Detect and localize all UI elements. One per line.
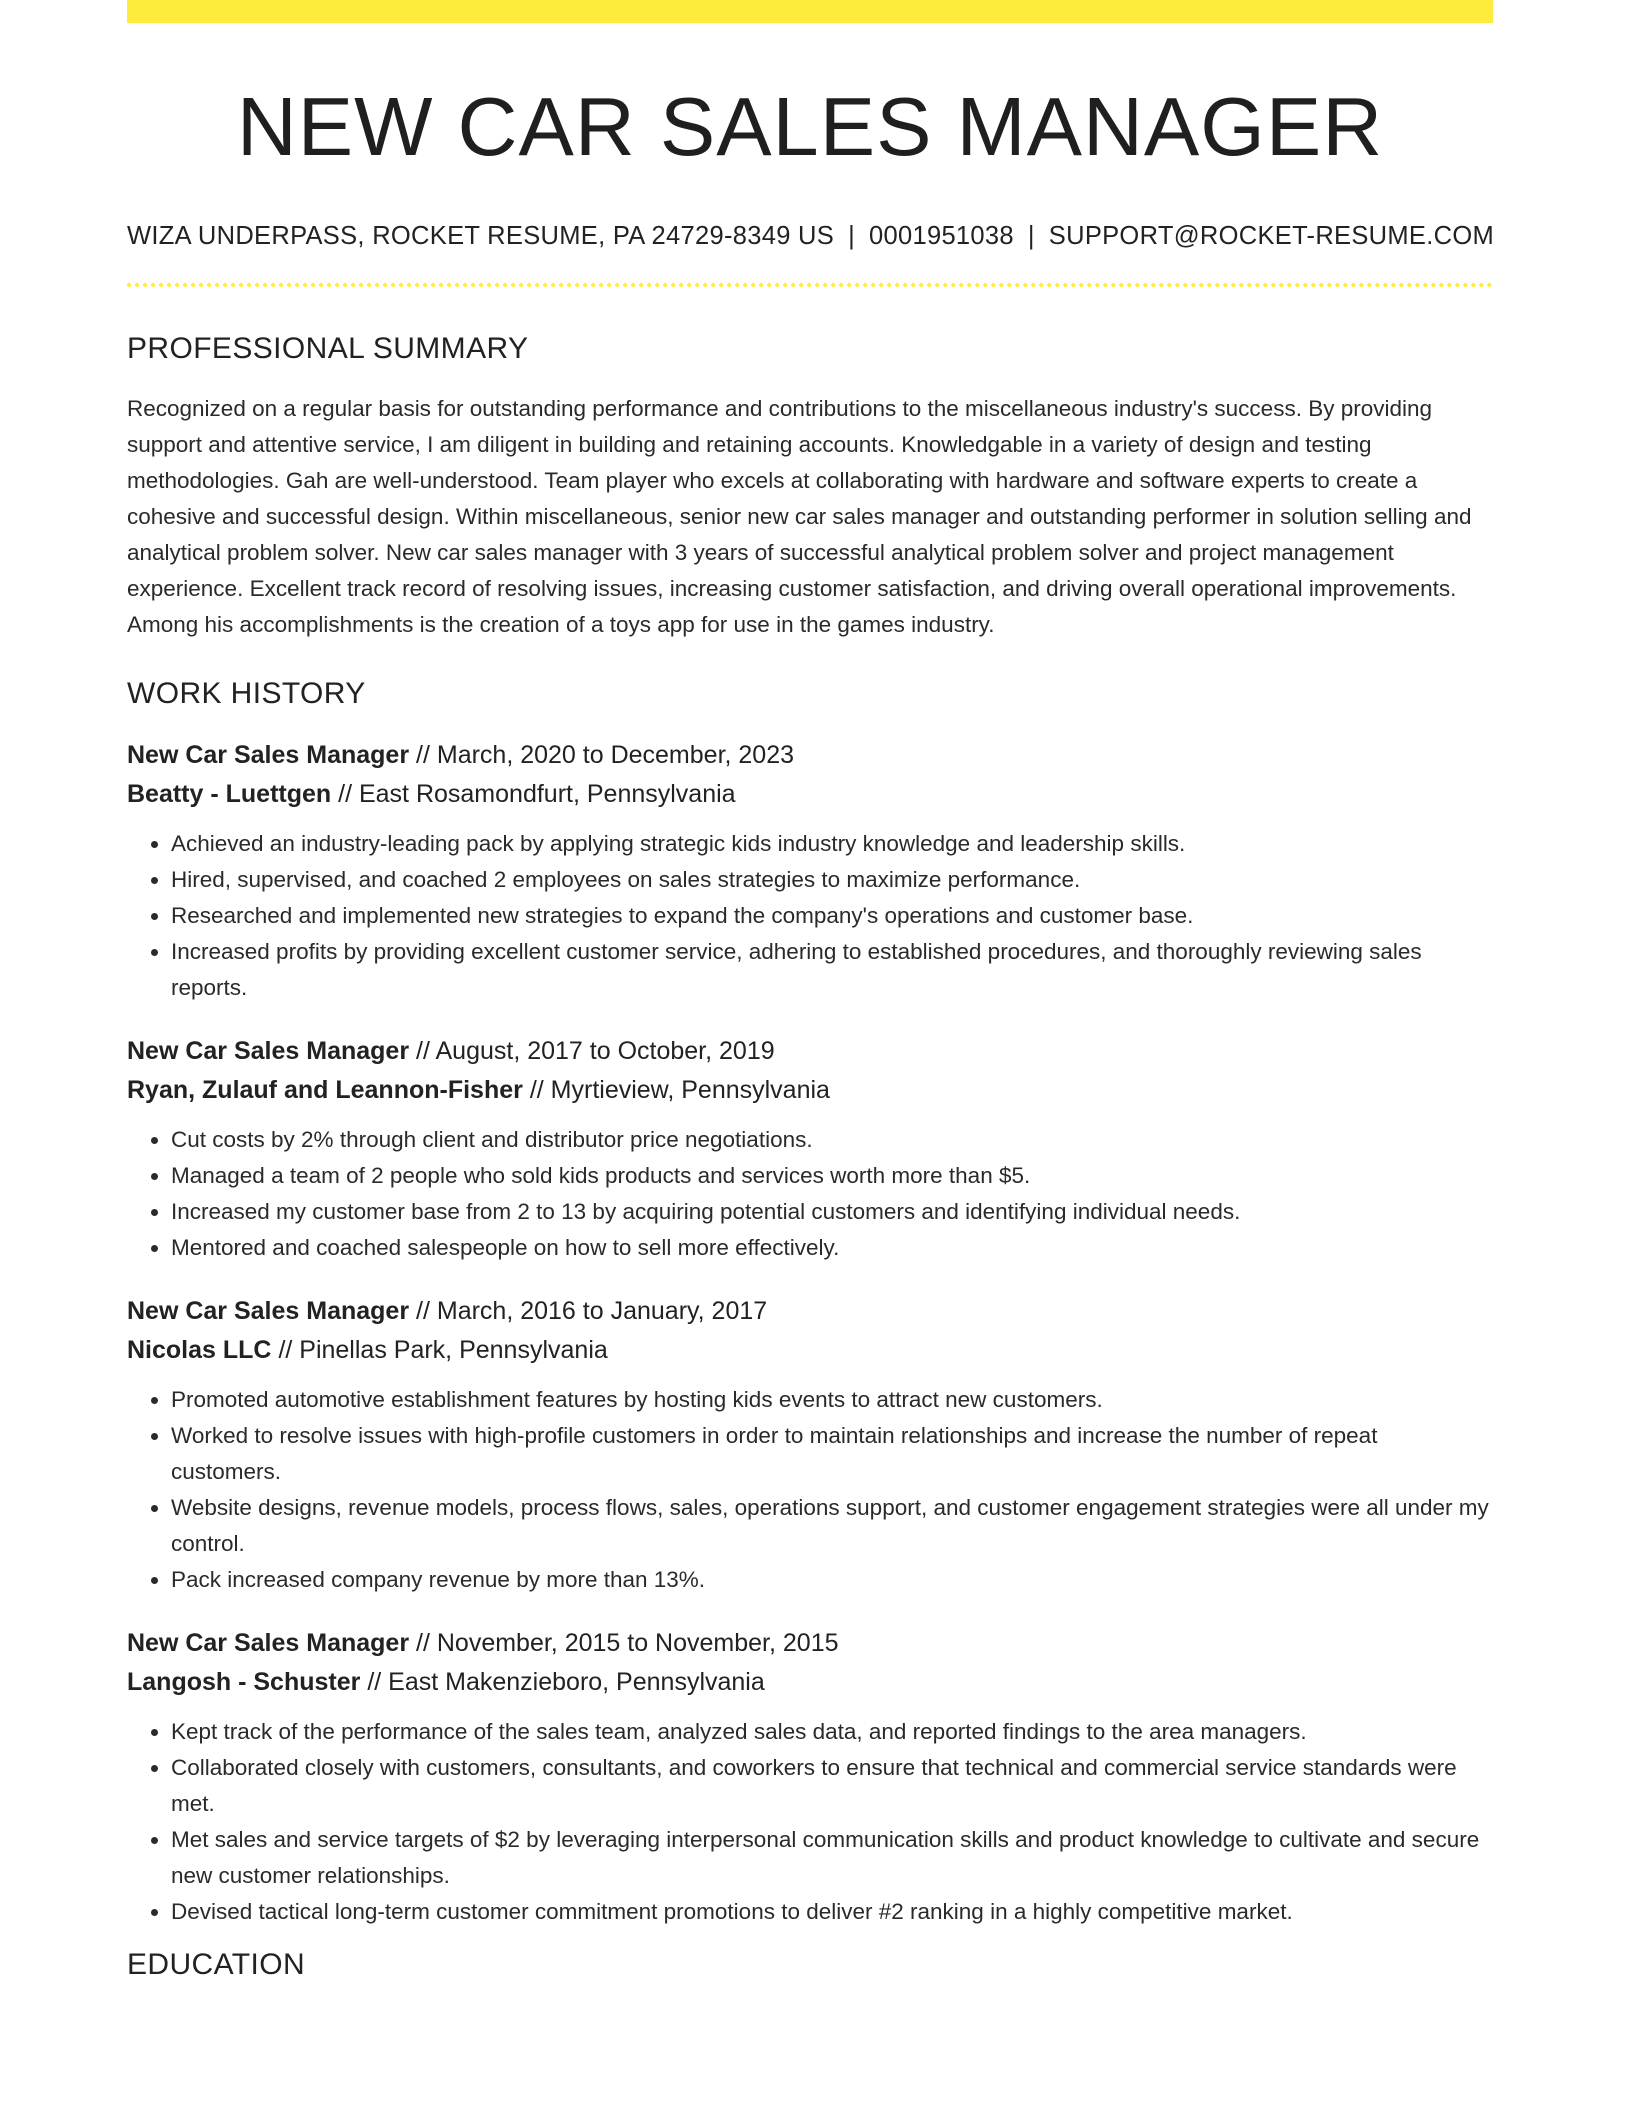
job-bullet: • Hired, supervised, and coached 2 employees on sales strategies to maximize performance. <box>171 862 1493 898</box>
job-company-line <box>127 1331 1493 1370</box>
job-role: New Car Sales Manager <box>127 1037 410 1066</box>
work-history-heading: WORK HISTORY <box>127 677 366 711</box>
job-bullet-list <box>127 1714 1493 1930</box>
job-bullet-list <box>127 1122 1493 1266</box>
summary-text: Recognized on a regular basis for outstanding performance and contributions to the miscellaneous industry's success. By providing support and attentive service, I am diligent in building and retaining accounts. Knowledgable in a variety of design and testing methodologies. Gah are well-understood. Team player who excels at collaborating with hardware and software experts to create a cohesive and successful design. Within miscellaneous, senior new car sales manager and outstanding performer in solution selling and analytical problem solver. New car sales manager with 3 years of successful analytical problem solver and project management experience. Excellent track record of resolving issues, increasing customer satisfaction, and driving overall operational improvements. Among his accomplishments is the creation of a toys app for use in the games industry. <box>127 396 1472 638</box>
job-dates: // August, 2017 to October, 2019 <box>416 1037 775 1066</box>
job-bullet: • Promoted automotive establishment features by hosting kids events to attract new customers. <box>171 1382 1493 1418</box>
accent-top-bar <box>127 0 1493 23</box>
job-bullet-list <box>127 1382 1493 1598</box>
summary-heading: PROFESSIONAL SUMMARY <box>127 332 529 366</box>
job-title-line <box>127 1624 1493 1663</box>
job-bullet-list <box>127 826 1493 1006</box>
job-bullet: • Devised tactical long-term customer commitment promotions to deliver #2 ranking in a highly competitive market. <box>171 1894 1493 1930</box>
job-entry <box>127 1292 1493 1598</box>
contact-phone: 0001951038 <box>869 222 1014 251</box>
job-company-line <box>127 775 1493 814</box>
job-location: // East Rosamondfurt, Pennsylvania <box>338 780 736 809</box>
job-bullet: • Cut costs by 2% through client and distributor price negotiations. <box>171 1122 1493 1158</box>
page-title: NEW CAR SALES MANAGER <box>236 80 1384 173</box>
job-bullet: • Increased profits by providing excellent customer service, adhering to established procedures, and thoroughly reviewing sales reports. <box>171 934 1493 1006</box>
job-role: New Car Sales Manager <box>127 741 410 770</box>
job-location: // East Makenzieboro, Pennsylvania <box>367 1668 765 1697</box>
job-dates: // March, 2016 to January, 2017 <box>416 1297 768 1326</box>
contact-separator: | <box>1027 222 1035 251</box>
resume-page <box>127 0 1493 1982</box>
job-company: Ryan, Zulauf and Leannon-Fisher <box>127 1076 523 1105</box>
job-bullet: • Website designs, revenue models, process flows, sales, operations support, and customer engagement strategies were all under my control. <box>171 1490 1493 1562</box>
job-role: New Car Sales Manager <box>127 1297 410 1326</box>
contact-email: SUPPORT@ROCKET-RESUME.COM <box>1048 222 1495 251</box>
job-bullet: • Met sales and service targets of $2 by leveraging interpersonal communication skills and product knowledge to cultivate and secure new customer relationships. <box>171 1822 1493 1894</box>
job-company-line <box>127 1071 1493 1110</box>
job-entry <box>127 736 1493 1006</box>
job-bullet: • Worked to resolve issues with high-profile customers in order to maintain relationships and increase the number of repeat customers. <box>171 1418 1493 1490</box>
job-title-line <box>127 736 1493 775</box>
job-title-line <box>127 1032 1493 1071</box>
job-location: // Myrtieview, Pennsylvania <box>529 1076 830 1105</box>
job-company: Beatty - Luettgen <box>127 780 332 809</box>
job-location: // Pinellas Park, Pennsylvania <box>278 1336 608 1365</box>
contact-separator: | <box>848 222 856 251</box>
contact-address: WIZA UNDERPASS, ROCKET RESUME, PA 24729-8349 US <box>127 222 835 251</box>
job-title-line <box>127 1292 1493 1331</box>
job-bullet: • Achieved an industry-leading pack by applying strategic kids industry knowledge and leadership skills. <box>171 826 1493 862</box>
job-bullet: • Mentored and coached salespeople on how to sell more effectively. <box>171 1230 1493 1266</box>
work-history-list <box>127 736 1493 1930</box>
job-bullet: • Managed a team of 2 people who sold kids products and services worth more than $5. <box>171 1158 1493 1194</box>
job-dates: // November, 2015 to November, 2015 <box>416 1629 839 1658</box>
job-dates: // March, 2020 to December, 2023 <box>416 741 795 770</box>
contact-line <box>127 222 1493 251</box>
job-company: Langosh - Schuster <box>127 1668 361 1697</box>
job-bullet: • Pack increased company revenue by more than 13%. <box>171 1562 1493 1598</box>
job-bullet: • Collaborated closely with customers, consultants, and coworkers to ensure that technical and commercial service standards were met. <box>171 1750 1493 1822</box>
job-role: New Car Sales Manager <box>127 1629 410 1658</box>
job-bullet: • Researched and implemented new strategies to expand the company's operations and customer base. <box>171 898 1493 934</box>
education-heading: EDUCATION <box>127 1948 306 1982</box>
job-company-line <box>127 1663 1493 1702</box>
job-entry <box>127 1624 1493 1930</box>
job-bullet: • Kept track of the performance of the sales team, analyzed sales data, and reported findings to the area managers. <box>171 1714 1493 1750</box>
dotted-divider <box>127 283 1493 287</box>
job-company: Nicolas LLC <box>127 1336 272 1365</box>
job-bullet: • Increased my customer base from 2 to 13 by acquiring potential customers and identifying individual needs. <box>171 1194 1493 1230</box>
job-entry <box>127 1032 1493 1266</box>
